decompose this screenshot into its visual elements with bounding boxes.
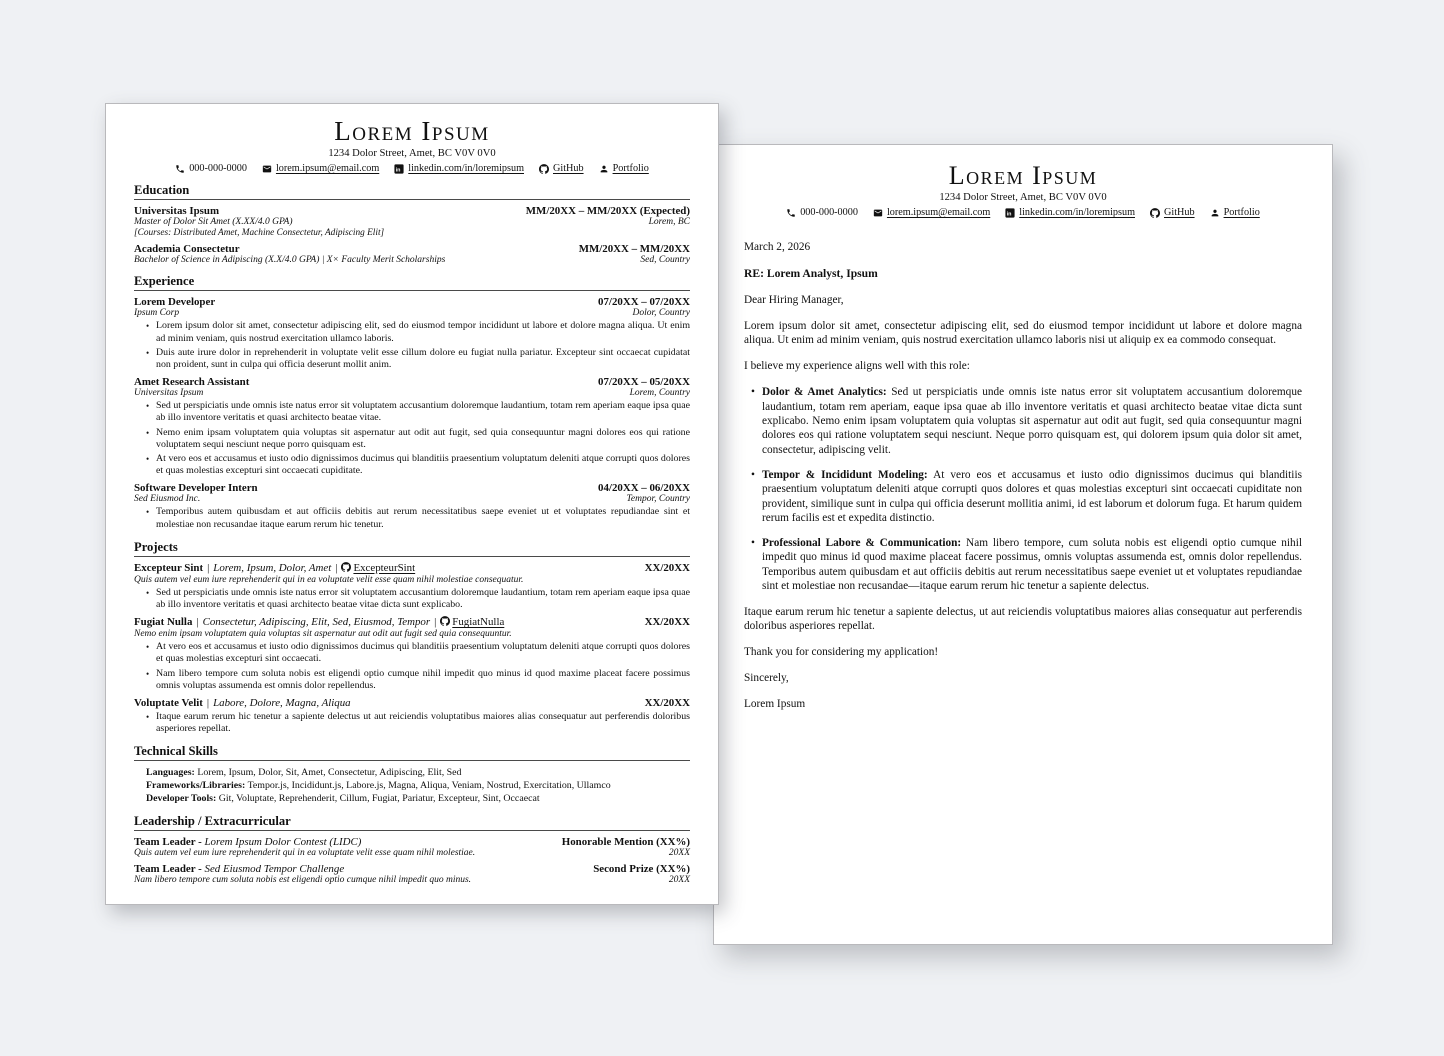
linkedin-item — [394, 163, 524, 174]
github-link[interactable]: GitHub — [1164, 207, 1195, 219]
skills-value: Lorem, Ipsum, Dolor, Sit, Amet, Consectetur, Adipiscing, Elit, Sed — [197, 767, 462, 779]
company: Sed Eiusmod Inc. — [134, 494, 201, 505]
experience-entry — [134, 482, 690, 530]
project-desc: Quis autem vel eum iure reprehenderit qui in ea voluptate velit esse quam nihil molestiae consequatur. — [134, 574, 524, 585]
letter-name: Lorem Ipsum — [948, 161, 1098, 190]
entry-dates: 04/20XX – 06/20XX — [598, 482, 690, 495]
github-icon — [539, 164, 549, 174]
letter-date: March 2, 2026 — [744, 241, 811, 254]
person-icon — [599, 164, 609, 174]
letter-bullet — [762, 536, 1302, 594]
job-title: Software Developer Intern — [134, 482, 258, 495]
project-repo-link[interactable]: ExcepteurSint — [353, 561, 416, 574]
linkedin-link[interactable]: linkedin.com/in/loremipsum — [1019, 207, 1135, 219]
project-entry — [134, 562, 690, 611]
bullet-heading: Professional Labore & Communication: — [762, 536, 962, 549]
entry-dates: 07/20XX – 07/20XX — [598, 296, 690, 309]
project-name: Fugiat Nulla — [134, 616, 193, 629]
job-title: Lorem Developer — [134, 296, 216, 309]
resume-header — [134, 117, 690, 174]
entry-location: Tempor, Country — [626, 494, 690, 505]
project-tech: Consectetur, Adipiscing, Elit, Sed, Eiusmod, Tempor — [202, 616, 431, 629]
letter-salutation: Dear Hiring Manager, — [744, 294, 844, 307]
bullet-item: • Sed ut perspiciatis unde omnis iste natus error sit voluptatem accusantium doloremque laudantium, totam rem aperiam eaque ipsa quae ab illo inventore veritatis et quasi architecto beatae vitae. — [156, 400, 690, 424]
leadership-award: Second Prize (XX%) — [593, 863, 690, 876]
resume-section-skills — [134, 744, 690, 805]
letter-signature: Lorem Ipsum — [744, 698, 806, 711]
degree: Bachelor of Science in Adipiscing (X.X/4.0 GPA) | X× Faculty Merit Scholarships — [134, 255, 446, 266]
degree: Master of Dolor Sit Amet (X.XX/4.0 GPA) — [134, 217, 293, 228]
education-entry — [134, 243, 690, 265]
project-name: Voluptate Velit — [134, 697, 203, 709]
letter-signoff: Sincerely, — [744, 672, 789, 685]
email-item — [873, 207, 990, 218]
phone-icon — [175, 164, 185, 174]
leadership-role: Team Leader - — [134, 836, 202, 849]
email-link[interactable]: lorem.ipsum@email.com — [275, 163, 380, 175]
section-title-projects: Projects — [134, 540, 690, 557]
bullet-list — [134, 320, 690, 371]
separator: | — [434, 616, 437, 629]
github-item — [539, 163, 584, 174]
courses-line: [Courses: Distributed Amet, Machine Consectetur, Adipiscing Elit] — [134, 228, 385, 239]
bullet-item: • Nam libero tempore cum soluta nobis est eligendi optio cumque nihil impedit quo minus id quod maxime placeat facere possimus omnis voluptas assumenda est omnis dolor repellendus. — [156, 668, 690, 692]
project-desc: Nemo enim ipsam voluptatem quia voluptas sit aspernatur aut odit aut fugit sed quia consequuntur. — [134, 629, 512, 640]
company: Universitas Ipsum — [134, 388, 204, 399]
skills-value: Tempor.js, Incididunt.js, Labore.js, Magna, Aliqua, Veniam, Nostrud, Exercitation, Ullamco — [247, 780, 611, 792]
project-repo-link[interactable]: FugiatNulla — [452, 616, 505, 629]
project-name: Excepteur Sint — [134, 561, 204, 574]
phone-item — [786, 207, 858, 218]
leadership-entry — [134, 836, 690, 858]
entry-dates: MM/20XX – MM/20XX — [578, 243, 690, 256]
project-date: XX/20XX — [644, 697, 690, 709]
resume-section-experience — [134, 274, 690, 530]
bullet-list — [134, 506, 690, 530]
section-title-experience: Experience — [134, 274, 690, 291]
letter-thanks: Thank you for considering my application! — [744, 646, 939, 659]
bullet-text: At vero eos et accusamus et iusto odio dignissimos ducimus qui blanditiis praesentium voluptatum deleniti atque corrupti quos dolores et quas molestias excepturi sint occaecati cupiditate non provident, similique sunt in culpa qui officia deserunt mollitia animi, id est laborum et dolorum fuga. Et harum quidem rerum facilis est et expedita distinctio. — [762, 468, 1302, 524]
skills-value: Git, Voluptate, Reprehenderit, Cillum, Fugiat, Pariatur, Excepteur, Sint, Occaecat — [218, 793, 540, 805]
phone-number: 000-000-0000 — [189, 163, 247, 175]
resume-name: Lorem Ipsum — [334, 116, 490, 146]
bullet-list — [134, 711, 690, 735]
leadership-year: 20XX — [668, 848, 690, 859]
entry-location: Lorem, Country — [629, 388, 690, 399]
leadership-year: 20XX — [668, 875, 690, 886]
resume-page — [105, 103, 719, 905]
school-name: Academia Consectetur — [134, 243, 240, 256]
svg-text:in: in — [1006, 211, 1012, 218]
skills-label: Languages: — [146, 767, 195, 779]
bullet-item: • Nemo enim ipsam voluptatem quia voluptas sit aspernatur aut odit aut fugit, sed quia consequuntur magni dolores eos qui ratione voluptatem sequi nesciunt neque porro quisquam est. — [156, 427, 690, 451]
letter-address: 1234 Dolor Street, Amet, BC V0V 0V0 — [939, 192, 1107, 204]
linkedin-link[interactable]: linkedin.com/in/loremipsum — [408, 163, 524, 175]
experience-entry — [134, 296, 690, 371]
portfolio-link[interactable]: Portfolio — [612, 163, 649, 175]
skills-label: Frameworks/Libraries: — [146, 780, 246, 792]
portfolio-item — [599, 163, 649, 174]
resume-address: 1234 Dolor Street, Amet, BC V0V 0V0 — [328, 148, 496, 160]
separator: | — [207, 561, 210, 574]
github-item — [1150, 207, 1195, 218]
project-entry — [134, 616, 690, 692]
project-date: XX/20XX — [644, 616, 690, 629]
email-link[interactable]: lorem.ipsum@email.com — [886, 207, 991, 219]
job-title: Amet Research Assistant — [134, 376, 250, 389]
project-tech: Labore, Dolore, Magna, Aliqua — [213, 697, 351, 709]
skills-label: Developer Tools: — [146, 793, 217, 805]
section-title-skills: Technical Skills — [134, 744, 690, 761]
bullet-list — [134, 641, 690, 692]
section-title-education: Education — [134, 183, 690, 200]
skills-row — [146, 779, 690, 792]
letter-bullet-list — [744, 385, 1302, 593]
envelope-icon — [873, 208, 883, 218]
project-entry — [134, 697, 690, 735]
leadership-role: Team Leader - — [134, 863, 202, 876]
github-icon — [440, 616, 450, 626]
school-name: Universitas Ipsum — [134, 205, 220, 218]
envelope-icon — [262, 164, 272, 174]
resume-section-projects — [134, 540, 690, 736]
linkedin-icon — [394, 164, 404, 174]
skills-row — [146, 792, 690, 805]
bullet-item: • Lorem ipsum dolor sit amet, consectetur adipiscing elit, sed do eiusmod tempor incididunt ut labore et dolore magna aliqua. Ut enim ad minim veniam, quis nostrud exercitation ullamco laboris. — [156, 320, 690, 344]
education-entry — [134, 205, 690, 238]
project-date: XX/20XX — [644, 561, 690, 574]
bullet-item: • Temporibus autem quibusdam et aut officiis debitis aut rerum necessitatibus saepe eveniet ut et voluptates repudiandae sint et molestiae non recusandae itaque earum rerum hic tenetur. — [156, 506, 690, 530]
portfolio-item — [1210, 207, 1260, 218]
section-title-leadership: Leadership / Extracurricular — [134, 814, 690, 831]
bullet-item: • At vero eos et accusamus et iusto odio dignissimos ducimus qui blanditiis praesentium voluptatum deleniti atque corrupti quos dolores et quas molestias excepturi sint occaecati cupiditate. — [156, 453, 690, 477]
letter-bullet — [762, 468, 1302, 526]
resume-contact-line — [134, 163, 690, 174]
phone-number: 000-000-0000 — [800, 207, 858, 219]
letter-intro: Lorem ipsum dolor sit amet, consectetur adipiscing elit, sed do eiusmod tempor incididunt ut labore et dolore magna aliqua. Ut enim ad minim veniam, quis nostrud exercitation ullamco laboris nisi ut aliquip ex ea commodo consequat. — [744, 320, 1302, 347]
bullet-item: • At vero eos et accusamus et iusto odio dignissimos ducimus qui blanditiis praesentium voluptatum deleniti atque corrupti quos dolores et quas molestias excepturi sint occaecati. — [156, 641, 690, 665]
leadership-event: Sed Eiusmod Tempor Challenge — [204, 863, 345, 876]
entry-location: Dolor, Country — [632, 308, 690, 319]
entry-location: Sed, Country — [640, 255, 690, 266]
skills-row — [146, 766, 690, 779]
letter-subject: RE: Lorem Analyst, Ipsum — [744, 266, 878, 280]
entry-dates: MM/20XX – MM/20XX (Expected) — [525, 205, 690, 218]
bullet-text: Nam libero tempore, cum soluta nobis est eligendi optio cumque nihil impedit quo minus id quod maxime placeat facere possimus, omnis voluptas assumenda est, omnis dolor repellendus. Temporibus autem quibusdam et aut officiis debitis aut rerum necessitatibus saepe eveniet ut et voluptates repudiandae sint et molestiae non recusandae—itaque earum rerum hic tenetur a sapiente delectus. — [762, 536, 1302, 593]
github-icon — [1150, 208, 1160, 218]
linkedin-item — [1005, 207, 1135, 218]
letter-contact-line — [744, 207, 1302, 218]
resume-section-education — [134, 183, 690, 265]
bullet-heading: Dolor & Amet Analytics: — [762, 386, 887, 399]
separator: | — [206, 697, 210, 709]
resume-section-leadership — [134, 814, 690, 885]
leadership-event: Lorem Ipsum Dolor Contest (LIDC) — [204, 836, 362, 849]
leadership-desc: Quis autem vel eum iure reprehenderit qui in ea voluptate velit esse quam nihil molestiae. — [134, 848, 476, 859]
bullet-text: Sed ut perspiciatis unde omnis iste natus error sit voluptatem accusantium doloremque laudantium, totam rem aperiam, eaque ipsa quae ab illo inventore veritatis et quasi architecto beatae vitae dicta sunt explicabo. Nemo enim ipsam voluptatem quia voluptas sit aspernatur aut odit aut fugit, sed quia consequuntur magni dolores eos qui ratione voluptatem sequi nesciunt. Neque porro quisquam est, qui dolorem ipsum quia dolor sit amet, consectetur, adipiscing velit. — [762, 386, 1302, 456]
portfolio-link[interactable]: Portfolio — [1223, 207, 1260, 219]
leadership-desc: Nam libero tempore cum soluta nobis est eligendi optio cumque nihil impedit quo minus. — [134, 875, 472, 886]
leadership-entry — [134, 863, 690, 885]
person-icon — [1210, 208, 1220, 218]
leadership-award: Honorable Mention (XX%) — [561, 836, 690, 849]
bullet-item: • Sed ut perspiciatis unde omnis iste natus error sit voluptatem accusantium doloremque laudantium, totam rem aperiam eaque ipsa quae ab illo inventore veritatis et quasi architecto beatae vitae dicta sunt explicabo. — [156, 587, 690, 611]
letter-lead-in: I believe my experience aligns well with this role: — [744, 360, 970, 373]
github-icon — [341, 562, 351, 572]
project-tech: Lorem, Ipsum, Dolor, Amet — [213, 561, 332, 574]
github-link[interactable]: GitHub — [553, 163, 584, 175]
separator: | — [196, 616, 199, 629]
entry-dates: 07/20XX – 05/20XX — [598, 376, 690, 389]
letter-closing: Itaque earum rerum hic tenetur a sapiente delectus, ut aut reiciendis voluptatibus maiores alias consequatur aut perferendis doloribus asperiores repellat. — [744, 606, 1302, 633]
svg-text:in: in — [395, 167, 401, 174]
company: Ipsum Corp — [134, 308, 180, 319]
letter-body — [744, 240, 1302, 711]
experience-entry — [134, 376, 690, 477]
phone-icon — [786, 208, 796, 218]
linkedin-icon — [1005, 208, 1015, 218]
bullet-list — [134, 400, 690, 477]
entry-location: Lorem, BC — [648, 217, 690, 228]
cover-letter-page — [713, 144, 1333, 945]
phone-item — [175, 163, 247, 174]
bullet-heading: Tempor & Incididunt Modeling: — [762, 468, 928, 481]
bullet-item: • Itaque earum rerum hic tenetur a sapiente delectus ut aut reiciendis voluptatibus maiores alias consequatur aut perferendis doloribus asperiores repellat. — [156, 711, 690, 735]
bullet-item: • Duis aute irure dolor in reprehenderit in voluptate velit esse cillum dolore eu fugiat nulla pariatur. Excepteur sint occaecat cupidatat non proident, sunt in culpa qui officia deserunt mollit anim. — [156, 347, 690, 371]
separator: | — [335, 561, 338, 574]
letter-bullet — [762, 385, 1302, 457]
bullet-list — [134, 587, 690, 611]
letter-header — [744, 162, 1302, 218]
email-item — [262, 163, 379, 174]
